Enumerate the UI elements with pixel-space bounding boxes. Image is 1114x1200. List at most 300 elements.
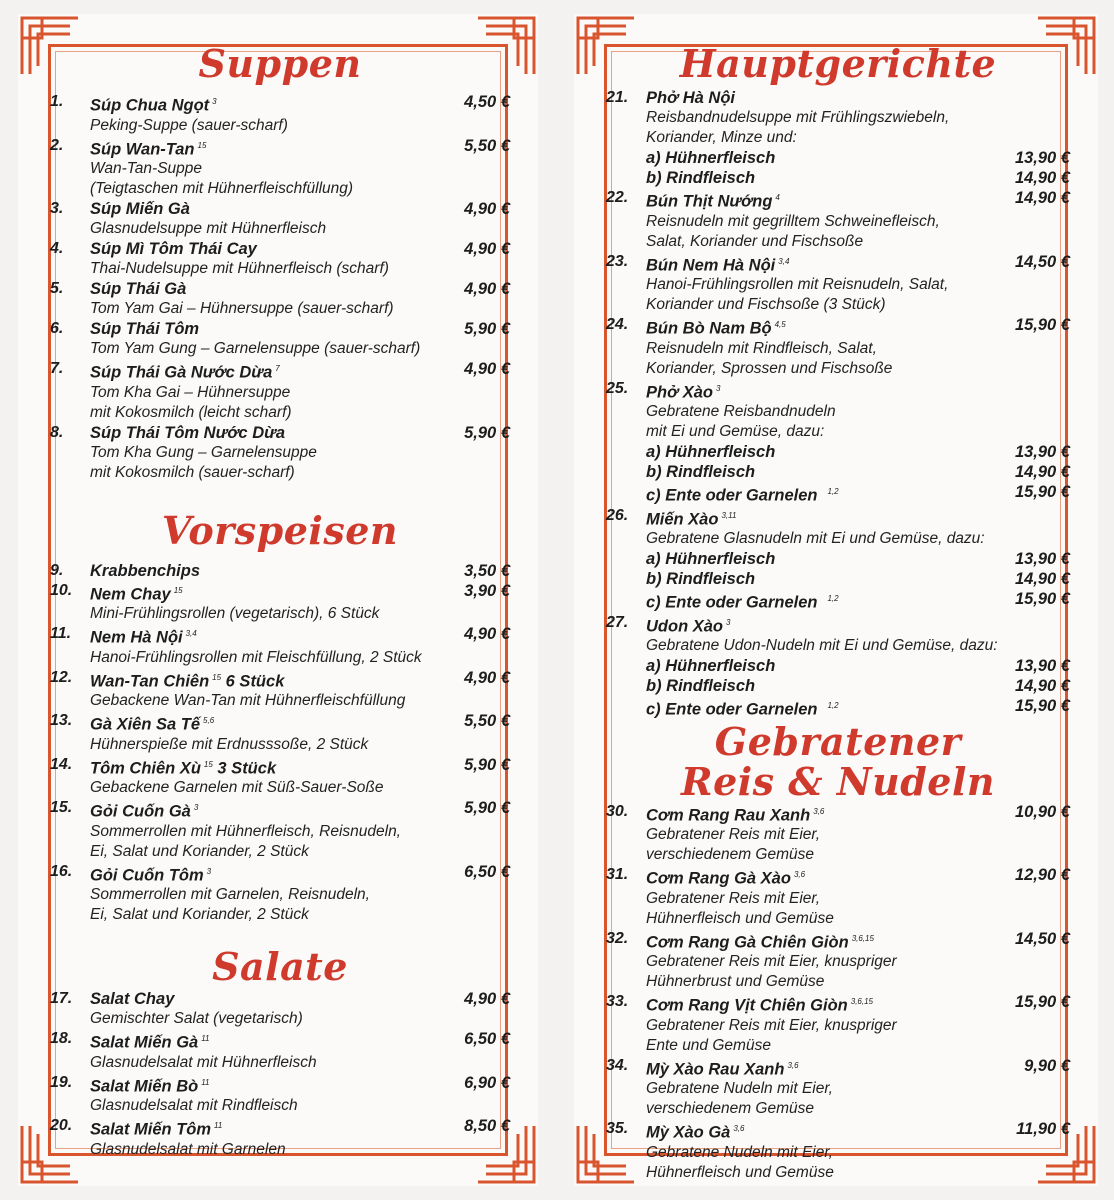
item-number: 31.: [606, 866, 629, 883]
item-name: Cơm Rang Rau Xanh: [646, 806, 811, 824]
item-description: Reisnudeln mit gegrilltem Schweinefleisch,: [646, 212, 940, 230]
item-description-row: [606, 402, 1070, 422]
item-description: Tom Yam Gung – Garnelensuppe (sauer-scharf): [90, 340, 421, 357]
section-heading: [50, 41, 510, 86]
option-price: 15,90 €: [1014, 590, 1070, 608]
menu-item: [606, 88, 1070, 108]
item-description: Hühnerfleisch und Gemüse: [646, 909, 834, 927]
item-name: Cơm Rang Gà Xào: [646, 869, 791, 888]
allergen-note: 3,6: [733, 1124, 745, 1133]
allergen-note: 3,6,15: [851, 933, 874, 943]
item-description-row: [50, 1009, 510, 1029]
allergen-note: 15: [212, 672, 222, 682]
menu-item: [50, 423, 510, 443]
item-description: Salat, Koriander und Fischsoße: [646, 232, 864, 250]
section-heading: [606, 41, 1070, 86]
item-description: Hühnerfleisch und Gemüse: [646, 1163, 834, 1181]
item-quantity: 6 Stück: [225, 672, 285, 690]
menu-item: [606, 379, 1070, 403]
item-number: 1.: [50, 93, 64, 110]
item-description-row: [606, 1016, 1070, 1036]
item-number: 5.: [50, 280, 64, 297]
allergen-note: 3,6,15: [850, 997, 873, 1006]
option-price: 13,90 €: [1014, 443, 1070, 461]
item-description-row: [50, 299, 510, 319]
item-name: Bún Nem Hà Nội: [646, 256, 776, 274]
item-option: [606, 569, 1070, 589]
item-description-row: [50, 905, 510, 925]
item-name: Súp Thái Tôm: [90, 320, 200, 338]
item-description: mit Ei und Gemüse, dazu:: [646, 423, 825, 440]
item-description: Gebratener Reis mit Eier, knuspriger: [646, 953, 897, 970]
item-description: Gebratener Reis mit Eier,: [646, 826, 821, 843]
item-name-wrap: [646, 802, 998, 826]
allergen-note: 5,6: [203, 716, 215, 725]
item-description-row: [606, 889, 1070, 909]
item-name: Krabbenchips: [90, 561, 201, 580]
allergen-note: 1,2: [827, 487, 839, 496]
item-name: Gỏi Cuốn Gà: [90, 802, 191, 821]
item-name-wrap: [90, 862, 438, 886]
item-description: verschiedenem Gemüse: [646, 846, 814, 863]
allergen-note: 3,6: [813, 806, 825, 816]
option-label: c) Ente oder Garnelen: [646, 700, 818, 719]
menu-item: [50, 862, 510, 886]
item-name-wrap: [90, 136, 438, 160]
item-price: 5,90 €: [464, 423, 510, 442]
allergen-note: 4: [775, 193, 780, 202]
item-name-wrap: [646, 613, 998, 637]
item-name: Phở Xào: [646, 383, 714, 401]
item-description-row: [606, 1099, 1070, 1119]
section-heading: [50, 507, 510, 553]
menu-column-right: [606, 41, 1070, 1183]
allergen-note: 3,11: [721, 510, 737, 520]
item-name: Súp Wan-Tan: [90, 140, 195, 158]
item-description-row: [50, 219, 510, 239]
menu-item: [606, 506, 1070, 530]
item-price: 6,50 €: [464, 1030, 510, 1048]
section-title: Reis & Nudeln: [680, 758, 996, 804]
item-number: 10.: [50, 581, 73, 599]
item-price: 4,90 €: [464, 280, 510, 298]
item-description-row: [606, 108, 1070, 128]
section-title: Salate: [212, 944, 348, 989]
item-description-row: [606, 636, 1070, 656]
allergen-note: 3: [716, 383, 721, 393]
item-description-row: [50, 648, 510, 668]
item-option: [606, 589, 1070, 613]
option-price: 14,90 €: [1014, 169, 1070, 187]
option-price: 14,90 €: [1014, 570, 1070, 588]
item-price: 3,50 €: [464, 561, 510, 580]
allergen-note: 3: [206, 866, 212, 876]
menu-item: [50, 136, 510, 160]
item-description-row: [50, 383, 510, 403]
item-number: 21.: [606, 89, 629, 106]
item-number: 11.: [50, 625, 72, 642]
item-description-row: [50, 691, 510, 711]
item-description-row: [50, 1096, 510, 1116]
item-description: mit Kokosmilch (leicht scharf): [90, 403, 292, 421]
menu-item: [50, 279, 510, 299]
option-label: a) Hühnerfleisch: [646, 149, 776, 167]
spacer: [606, 656, 646, 676]
option-price: 15,90 €: [1014, 483, 1070, 501]
item-price: 4,50 €: [464, 93, 510, 111]
section-heading: [606, 718, 1070, 804]
item-name: Súp Thái Gà: [90, 280, 187, 298]
item-description: Gebackene Garnelen mit Süß-Sauer-Soße: [90, 779, 384, 796]
option-label: b) Rindfleisch: [646, 169, 756, 187]
menu-item: [606, 315, 1070, 339]
item-description-row: [50, 259, 510, 279]
item-description: Tom Yam Gai – Hühnersuppe (sauer-scharf): [90, 300, 394, 317]
item-name: Mỳ Xào Gà: [646, 1123, 731, 1142]
option-label: b) Rindfleisch: [646, 677, 756, 695]
menu-item: [50, 1116, 510, 1140]
item-description-row: [606, 1079, 1070, 1099]
item-name-wrap: [90, 989, 438, 1009]
item-number: 30.: [606, 802, 629, 820]
item-number: 27.: [606, 613, 629, 631]
allergen-note: 3: [193, 803, 199, 812]
item-description-row: [606, 909, 1070, 929]
item-description: Hanoi-Frühlingsrollen mit Reisnudeln, Salat,: [646, 276, 949, 293]
item-description-row: [606, 128, 1070, 148]
item-description: Hühnerbrust und Gemüse: [646, 973, 825, 990]
allergen-note: 3,6: [787, 1060, 799, 1070]
item-price: 14,90 €: [1014, 189, 1070, 207]
allergen-note: 3,4: [778, 256, 790, 266]
menu-item: [606, 865, 1070, 889]
spacer: [606, 549, 646, 569]
item-name: Gỏi Cuốn Tôm: [90, 866, 204, 884]
item-price: 6,90 €: [464, 1073, 510, 1092]
item-name: Salat Chay: [90, 990, 175, 1008]
item-description: verschiedenem Gemüse: [646, 1100, 814, 1117]
item-name-wrap: [646, 188, 998, 212]
item-name-wrap: [646, 992, 998, 1016]
item-name: Nem Chay: [90, 585, 171, 603]
item-number: 17.: [50, 990, 73, 1007]
item-name-wrap: [90, 668, 438, 692]
item-name-wrap: [90, 581, 438, 605]
option-label-wrap: [646, 656, 998, 676]
item-price: 4,90 €: [464, 625, 510, 643]
item-name-wrap: [646, 865, 998, 889]
item-number: 9.: [50, 561, 64, 579]
option-price: 14,90 €: [1014, 677, 1070, 695]
item-name-wrap: [646, 506, 998, 530]
item-description: Gebratener Reis mit Eier,: [646, 889, 821, 907]
item-description-row: [606, 359, 1070, 379]
item-price: 15,90 €: [1014, 993, 1070, 1011]
item-name-wrap: [90, 239, 438, 259]
menu-item: [606, 802, 1070, 826]
item-description-row: [606, 295, 1070, 315]
item-description-row: [606, 972, 1070, 992]
item-number: 12.: [50, 668, 73, 686]
item-name: Tôm Chiên Xù: [90, 759, 201, 777]
item-name-wrap: [90, 755, 438, 779]
item-name: Súp Thái Tôm Nước Dừa: [90, 423, 286, 442]
item-description-row: [50, 604, 510, 624]
option-price: 13,90 €: [1014, 657, 1070, 675]
menu-page-right: [574, 14, 1098, 1186]
spacer: [606, 589, 646, 613]
item-name-wrap: [646, 929, 998, 953]
item-description: Ente und Gemüse: [646, 1036, 771, 1054]
item-number: 22.: [606, 189, 629, 206]
item-description-row: [606, 1036, 1070, 1056]
item-description: Reisnudeln mit Rindfleisch, Salat,: [646, 339, 877, 357]
item-description: Sommerrollen mit Hühnerfleisch, Reisnudeln,: [90, 822, 401, 840]
spacer: [606, 482, 646, 506]
item-name: Salat Miến Gà: [90, 1033, 199, 1052]
allergen-note: 3: [212, 97, 217, 106]
spacer: [606, 676, 646, 696]
item-price: 8,50 €: [464, 1117, 510, 1135]
option-label-wrap: [646, 442, 998, 462]
option-label: c) Ente oder Garnelen: [646, 486, 818, 505]
item-description: Glasnudelsalat mit Hühnerfleisch: [90, 1053, 317, 1071]
item-name-wrap: [90, 624, 438, 648]
menu-item: [606, 188, 1070, 212]
item-description: Thai-Nudelsuppe mit Hühnerfleisch (scharf): [90, 260, 389, 277]
item-name-wrap: [90, 1116, 438, 1140]
menu-item: [606, 992, 1070, 1016]
allergen-note: 1,2: [827, 594, 839, 603]
item-description: Gebratener Reis mit Eier, knuspriger: [646, 1016, 897, 1034]
item-description: Gebratene Reisbandnudeln: [646, 403, 836, 420]
menu-page-left: [18, 14, 538, 1186]
item-price: 14,50 €: [1014, 929, 1070, 948]
spacer: [606, 569, 646, 589]
item-description-row: [50, 463, 510, 483]
menu-item: [606, 929, 1070, 953]
option-label: b) Rindfleisch: [646, 463, 756, 481]
item-name: Súp Mì Tôm Thái Cay: [90, 240, 257, 258]
item-number: 14.: [50, 755, 73, 773]
item-number: 23.: [606, 252, 629, 270]
item-description: Ei, Salat und Koriander, 2 Stück: [90, 906, 309, 923]
item-description-row: [50, 159, 510, 179]
item-number: 7.: [50, 360, 64, 377]
item-name: Súp Thái Gà Nước Dừa: [90, 363, 273, 382]
item-description: Koriander und Fischsoße (3 Stück): [646, 296, 886, 313]
allergen-note: 3,6: [793, 870, 806, 879]
item-number: 2.: [50, 136, 64, 154]
section-heading: [50, 944, 510, 989]
item-description: (Teigtaschen mit Hühnerfleischfüllung): [90, 180, 354, 197]
section-title: Hauptgerichte: [679, 41, 997, 86]
option-label: b) Rindfleisch: [646, 570, 756, 588]
item-price: 10,90 €: [1014, 802, 1070, 821]
item-description-row: [606, 1163, 1070, 1183]
allergen-note: 7: [275, 364, 280, 373]
item-description-row: [50, 735, 510, 755]
menu-item: [50, 319, 510, 339]
item-description-row: [606, 339, 1070, 359]
item-number: 33.: [606, 993, 629, 1010]
item-description: Gebratene Nudeln mit Eier,: [646, 1080, 833, 1097]
item-price: 5,50 €: [464, 136, 510, 155]
option-label-wrap: [646, 696, 998, 720]
allergen-note: 1,2: [827, 701, 839, 710]
item-description: Koriander, Sprossen und Fischsoße: [646, 359, 893, 377]
item-description-row: [50, 822, 510, 842]
item-price: 3,90 €: [464, 581, 510, 600]
allergen-note: 11: [201, 1034, 210, 1043]
item-name: Udon Xào: [646, 617, 723, 635]
item-price: 11,90 €: [1016, 1120, 1070, 1138]
item-description-row: [606, 212, 1070, 232]
item-price: 5,50 €: [464, 712, 510, 730]
item-name: Cơm Rang Gà Chiên Giòn: [646, 933, 849, 951]
spacer: [606, 442, 646, 462]
item-number: 19.: [50, 1073, 73, 1091]
item-description-row: [50, 339, 510, 359]
menu-item: [50, 755, 510, 779]
item-description-row: [50, 443, 510, 463]
option-label-wrap: [646, 589, 998, 613]
option-label-wrap: [646, 482, 998, 506]
item-option: [606, 549, 1070, 569]
item-name: Mỳ Xào Rau Xanh: [646, 1060, 785, 1078]
item-price: 4,90 €: [464, 200, 510, 218]
item-number: 15.: [50, 799, 73, 816]
menu-item: [50, 798, 510, 822]
item-description: Gemischter Salat (vegetarisch): [90, 1010, 303, 1027]
item-description-row: [50, 1053, 510, 1073]
menu-item: [50, 581, 510, 605]
item-option: [606, 462, 1070, 482]
allergen-note: 15: [197, 140, 207, 150]
menu-item: [50, 668, 510, 692]
item-name: Gà Xiên Sa Tế: [90, 715, 201, 734]
item-description-row: [606, 422, 1070, 442]
item-description-row: [50, 1140, 510, 1160]
item-name: Bún Bò Nam Bộ: [646, 319, 772, 338]
item-name: Cơm Rang Vịt Chiên Giòn: [646, 996, 848, 1015]
item-option: [606, 656, 1070, 676]
allergen-note: 11: [214, 1121, 223, 1130]
item-number: 6.: [50, 320, 64, 337]
item-price: 4,90 €: [464, 360, 510, 378]
item-price: 4,90 €: [464, 240, 510, 258]
menu-item: [50, 1073, 510, 1097]
item-number: 3.: [50, 200, 64, 217]
item-number: 13.: [50, 712, 73, 729]
item-description: Hühnerspieße mit Erdnusssoße, 2 Stück: [90, 735, 369, 753]
section-title: Gebratener: [714, 718, 962, 764]
item-description-row: [50, 179, 510, 199]
item-name: Salat Miến Bò: [90, 1077, 199, 1095]
item-number: 20.: [50, 1117, 73, 1134]
item-price: 15,90 €: [1014, 316, 1070, 334]
item-description: Sommerrollen mit Garnelen, Reisnudeln,: [90, 886, 370, 903]
item-name-wrap: [90, 279, 438, 299]
item-name-wrap: [646, 1056, 998, 1080]
item-price: 14,50 €: [1014, 252, 1070, 271]
item-number: 8.: [50, 423, 64, 441]
option-price: 13,90 €: [1014, 149, 1070, 167]
item-number: 4.: [50, 240, 64, 257]
item-description: Glasnudelsalat mit Garnelen: [90, 1140, 286, 1158]
menu-item: [50, 239, 510, 259]
allergen-note: 3: [726, 617, 731, 627]
menu-item: [50, 561, 510, 581]
menu-item: [606, 613, 1070, 637]
menu-item: [50, 359, 510, 383]
item-option: [606, 168, 1070, 188]
item-description-row: [50, 403, 510, 423]
item-description: Glasnudelsuppe mit Hühnerfleisch: [90, 220, 327, 237]
option-label: c) Ente oder Garnelen: [646, 593, 818, 612]
menu-item: [50, 711, 510, 735]
item-name-wrap: [90, 319, 438, 339]
item-description: Reisbandnudelsuppe mit Frühlingszwiebeln,: [646, 109, 950, 126]
item-price: 4,90 €: [464, 990, 510, 1008]
item-name-wrap: [646, 1119, 998, 1143]
menu-column-left: [50, 41, 510, 1160]
item-number: 18.: [50, 1030, 73, 1047]
allergen-note: 15: [173, 585, 183, 595]
item-name: Súp Chua Ngọt: [90, 96, 210, 115]
item-description: Mini-Frühlingsrollen (vegetarisch), 6 Stück: [90, 605, 380, 622]
item-name-wrap: [90, 798, 438, 822]
item-name: Phở Hà Nội: [646, 89, 736, 107]
item-name-wrap: [90, 423, 438, 443]
item-price: 6,50 €: [464, 862, 510, 881]
item-description-row: [606, 952, 1070, 972]
menu-item: [606, 1056, 1070, 1080]
item-price: 9,90 €: [1024, 1056, 1070, 1075]
item-description-row: [50, 116, 510, 136]
item-description: mit Kokosmilch (sauer-scharf): [90, 463, 295, 481]
item-price: 4,90 €: [464, 668, 510, 687]
item-option: [606, 482, 1070, 506]
allergen-note: 15: [203, 759, 213, 769]
option-label: a) Hühnerfleisch: [646, 443, 776, 461]
option-label-wrap: [646, 549, 998, 569]
menu-item: [50, 1029, 510, 1053]
option-price: 15,90 €: [1014, 697, 1070, 715]
allergen-note: 4,5: [774, 320, 786, 329]
section-title: Vorspeisen: [161, 507, 399, 553]
item-number: 34.: [606, 1056, 629, 1074]
option-price: 13,90 €: [1014, 550, 1070, 568]
item-number: 32.: [606, 929, 629, 947]
item-name-wrap: [90, 1073, 438, 1097]
menu-item: [606, 1119, 1070, 1143]
item-price: 5,90 €: [464, 320, 510, 338]
menu-item: [50, 92, 510, 116]
item-description-row: [50, 842, 510, 862]
spacer: [606, 696, 646, 720]
item-name: Miến Xào: [646, 510, 719, 528]
item-option: [606, 148, 1070, 168]
item-description: Wan-Tan-Suppe: [90, 160, 203, 177]
menu-item: [606, 252, 1070, 276]
item-name: Salat Miến Tôm: [90, 1120, 212, 1139]
item-description: Gebratene Glasnudeln mit Ei und Gemüse, dazu:: [646, 530, 985, 547]
item-name: Nem Hà Nội: [90, 628, 183, 647]
menu-item: [50, 199, 510, 219]
item-description-row: [606, 275, 1070, 295]
item-description: Tom Kha Gai – Hühnersuppe: [90, 383, 291, 401]
